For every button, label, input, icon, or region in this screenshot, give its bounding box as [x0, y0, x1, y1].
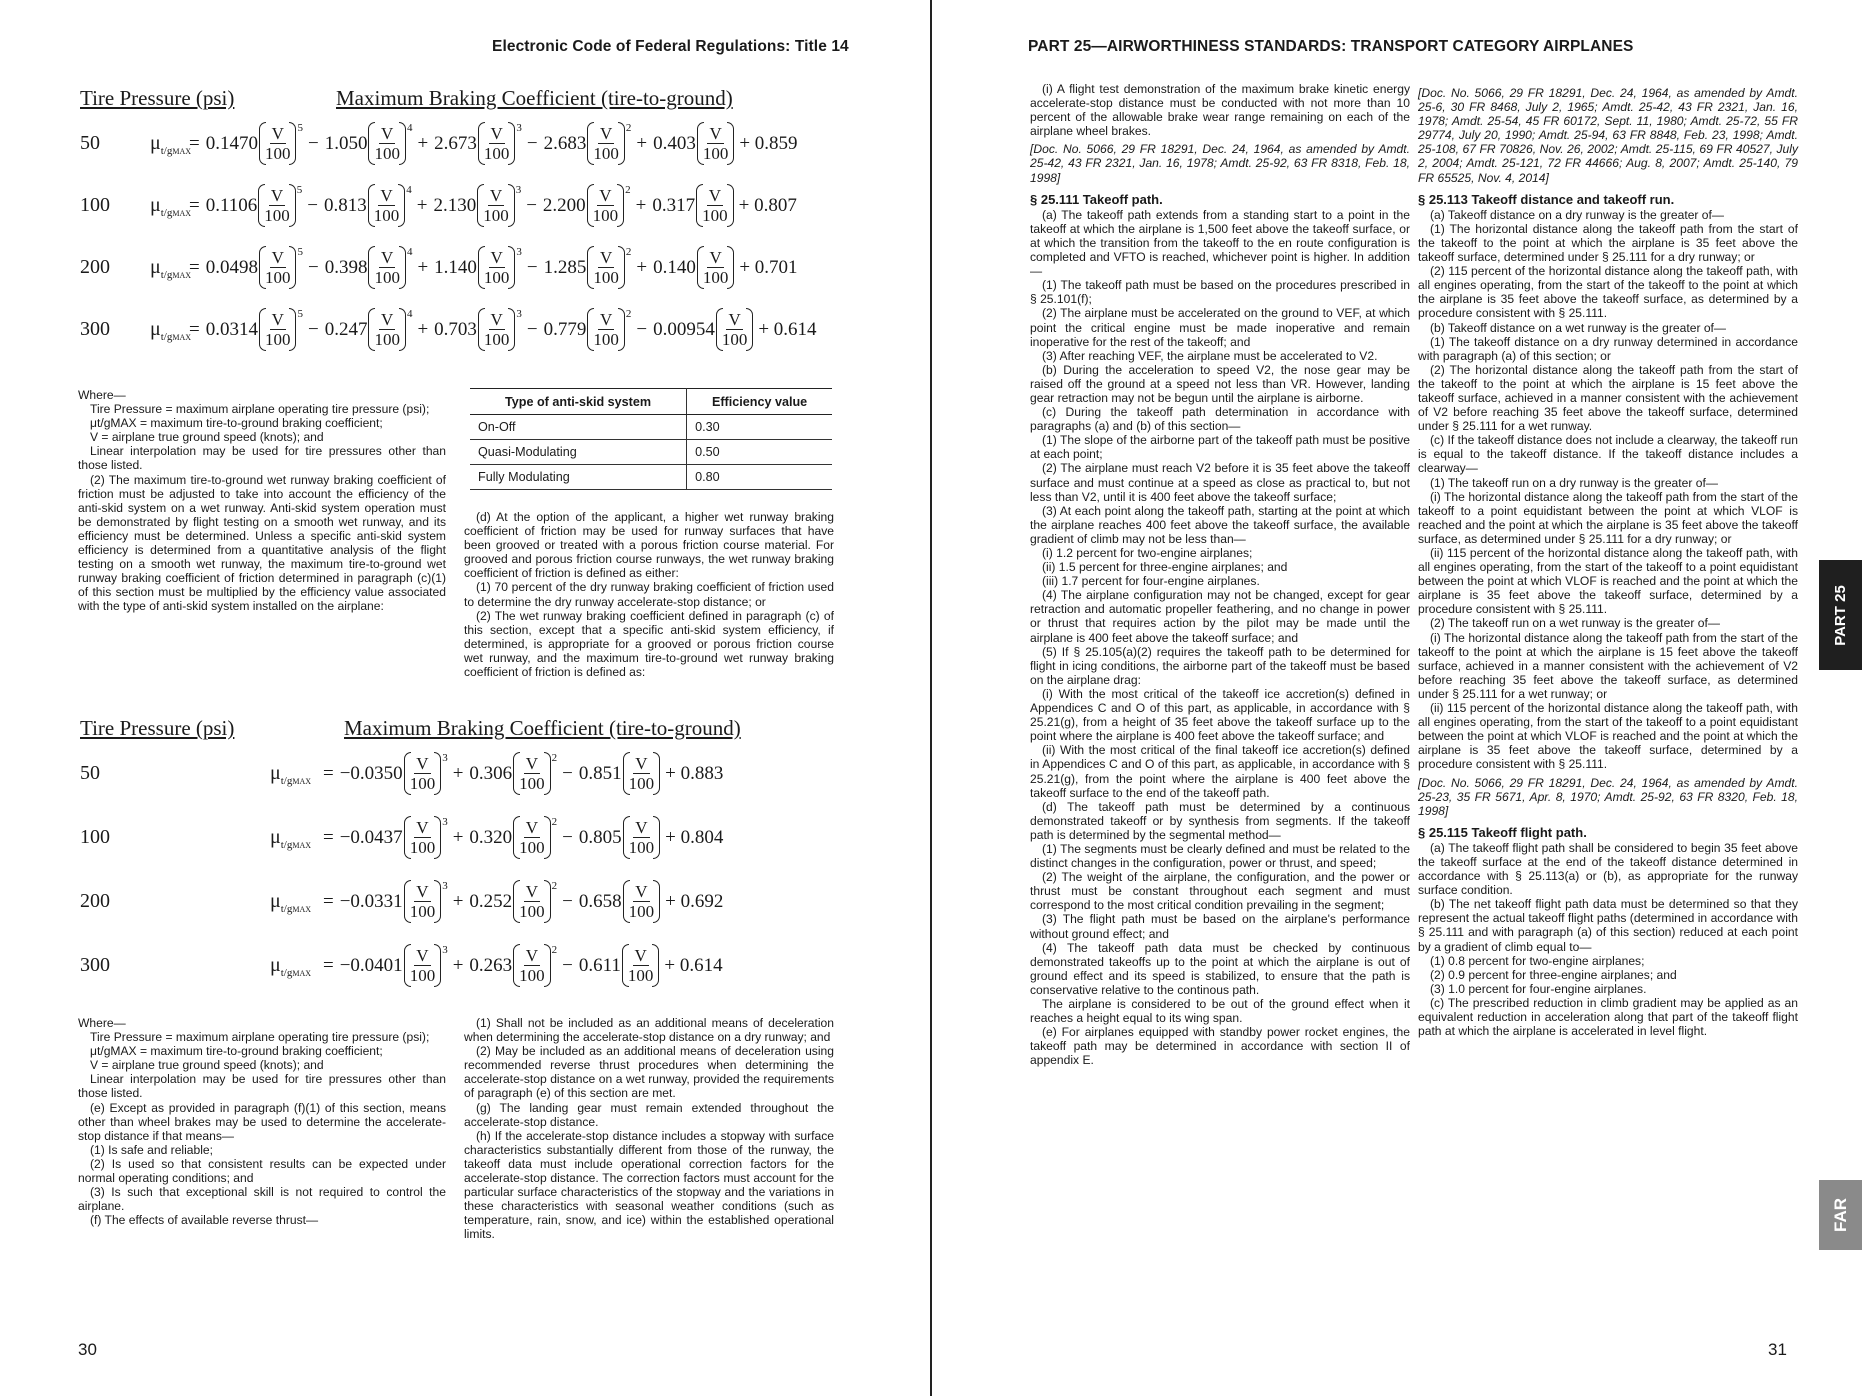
table-row — [470, 415, 832, 440]
where-block-2 — [78, 1016, 446, 1227]
paragraph: (3) At each point along the takeoff path, starting at the point at which the airplane reaches 400 feet above the takeoff surface, the available gradient of climb may not be less than— — [1030, 503, 1410, 546]
v-over-100-fraction: $\frac{V}{100}$ — [513, 882, 551, 921]
formula-row — [80, 244, 840, 294]
left-page — [0, 0, 930, 1396]
formula-term — [205, 121, 303, 163]
paragraph: (3) Is such that exceptional skill is not required to control the airplane. — [78, 1185, 446, 1214]
constant-term: + 0.883 — [665, 762, 724, 784]
tire-pressure-value: 200 — [80, 256, 110, 278]
citation: [Doc. No. 5066, 29 FR 18291, Dec. 24, 1964, as amended by Amdt. 25-42, 43 FR 2321, Jan. 16, 1978; Amdt. 25-92, 63 FR 8318, Feb. 18, 1998] — [1030, 142, 1410, 185]
paragraph: (1) Shall not be included as an additional means of deceleration when determining the accelerate-stop distance on a dry runway; and — [464, 1016, 834, 1045]
formula-term — [578, 946, 660, 985]
paragraph: (2) The airplane must reach V2 before it is 35 feet above the takeoff surface and must continue at a speed as close as practical to, but not less than V2, until it is 400 feet above the takeoff surface; — [1030, 461, 1410, 504]
formula-term — [652, 124, 734, 163]
operator: − — [562, 762, 573, 784]
constant-term: + 0.701 — [739, 256, 798, 278]
paragraph: (2) 0.9 percent for three-engine airplanes; and — [1430, 967, 1677, 982]
exponent: 5 — [297, 245, 303, 258]
operator: − — [307, 318, 319, 340]
exponent: 3 — [442, 751, 448, 764]
tire-pressure-value: 200 — [80, 890, 110, 912]
paragraph: (b) Takeoff distance on a wet runway is the greater of— — [1430, 320, 1727, 335]
formula-term — [433, 121, 522, 163]
mu-symbol: $\mu_{t/gMAX}$ — [270, 954, 312, 979]
v-over-100-fraction: $\frac{V}{100}$ — [404, 882, 442, 921]
paragraph: (g) The landing gear must remain extended throughout the accelerate-stop distance. — [464, 1100, 834, 1129]
v-over-100-fraction: $\frac{V}{100}$ — [259, 248, 297, 287]
coefficient: 0.00954 — [653, 318, 715, 340]
mu-symbol: $\mu_{t/gMAX}$ — [150, 194, 192, 219]
paragraph: (3) After reaching VEF, the airplane must be accelerated to V2. — [1042, 348, 1378, 363]
exponent: 4 — [406, 245, 413, 258]
exponent: 2 — [625, 121, 632, 134]
operator: + — [636, 132, 648, 154]
coefficient: 2.200 — [542, 194, 586, 216]
operator: + — [452, 954, 464, 976]
v-over-100-fraction: $\frac{V}{100}$ — [623, 882, 661, 921]
table-row — [470, 440, 832, 465]
paragraph: (1) The takeoff path must be based on the procedures prescribed in § 25.101(f); — [1030, 278, 1410, 307]
v-over-100-fraction: $\frac{V}{100}$ — [513, 946, 551, 985]
paragraph: V = airplane true ground speed (knots); and — [90, 430, 324, 445]
v-over-100-fraction: $\frac{V}{100}$ — [478, 124, 516, 163]
operator: + — [635, 194, 647, 216]
operator: − — [562, 890, 573, 912]
formula-expression — [318, 815, 728, 857]
exponent: 4 — [406, 307, 413, 320]
operator: + — [452, 890, 464, 912]
v-over-100-fraction: $\frac{V}{100}$ — [696, 186, 734, 225]
paragraph: (iii) 1.7 percent for four-engine airplanes. — [1042, 574, 1260, 589]
section-heading: § 25.111 Takeoff path. — [1030, 191, 1163, 207]
paragraph: Linear interpolation may be used for tire pressures other than those listed. — [78, 1072, 446, 1101]
coefficient: 0.317 — [652, 194, 696, 216]
paragraph: (ii) 115 percent of the horizontal distance along the takeoff path, with all engines operating, from the start of the takeoff to a point equidistant between the point at which VLOF is reached and the point at which the airplane is 35 feet above the takeoff surface, determined by a procedure consistent with § 25.111. — [1418, 701, 1798, 772]
formula-expression — [184, 307, 822, 349]
exponent: 2 — [551, 879, 558, 892]
exponent: 3 — [516, 307, 522, 320]
anti-skid-header-type: Type of anti-skid system — [470, 389, 687, 415]
coefficient: 0.658 — [578, 890, 622, 912]
exponent: 2 — [551, 815, 558, 828]
constant-term: + 0.804 — [665, 826, 724, 848]
coefficient: −0.0401 — [339, 954, 403, 976]
paragraph: (a) Takeoff distance on a dry runway is the greater of— — [1430, 207, 1724, 222]
coefficient: 0.805 — [578, 826, 622, 848]
exponent: 4 — [406, 121, 413, 134]
formula-term — [543, 245, 632, 287]
formula-term — [652, 248, 734, 287]
formula-term — [432, 183, 522, 225]
coefficient: 0.140 — [653, 256, 696, 278]
v-over-100-fraction: $\frac{V}{100}$ — [697, 124, 735, 163]
paragraph: The airplane is considered to be out of the ground effect when it reaches a height equal to its wing span. — [1030, 997, 1410, 1026]
operator: − — [307, 256, 319, 278]
paragraph: (1) Is safe and reliable; — [90, 1142, 214, 1157]
formula-table-2-col-header-psi: Tire Pressure (psi) — [80, 716, 235, 740]
v-over-100-fraction: $\frac{V}{100}$ — [623, 754, 661, 793]
paragraph: V = airplane true ground speed (knots); and — [90, 1058, 324, 1073]
page-number-left: 30 — [78, 1340, 97, 1359]
coefficient: 0.0314 — [205, 318, 258, 340]
formula-row — [80, 750, 840, 800]
paragraph: (2) Is used so that consistent results can be expected under normal operating conditions; and — [78, 1156, 446, 1186]
coefficient: −0.0331 — [339, 890, 403, 912]
coefficient: 0.306 — [469, 762, 513, 784]
paragraph: (b) The net takeoff flight path data must be determined so that they represent the actual takeoff flight paths (determined in accordance with § 25.111 and with paragraph (a) of this section) reduced at each point by a gradient of climb equal to— — [1418, 897, 1798, 954]
formula-term — [324, 245, 413, 287]
operator: − — [307, 194, 318, 216]
paragraph: (2) The weight of the airplane, the configuration, and the power or thrust must be constant throughout each segment and must correspond to the most critical condition prevailing in the segment; — [1030, 870, 1410, 913]
v-over-100-fraction: $\frac{V}{100}$ — [716, 310, 754, 349]
citation: [Doc. No. 5066, 29 FR 18291, Dec. 24, 1964, as amended by Amdt. 25-6, 30 FR 8468, July 2, 1965; Amdt. 25-42, 43 FR 2321, Jan. 16, 1978; Amdt. 25-54, 45 FR 60172, Sept. 11, 1980; Amdt. 25-72, 55 FR 29774, July 20, 1990; Amdt. 25-94, 63 FR 8848, Feb. 23, 1998; Amdt. 25-108, 67 FR 70826, Nov. 26, 2002; Amdt. 25-115, 69 FR 40527, July 2, 2004; Amdt. 25-121, 72 FR 44666; Aug. 8, 2007; Amdt. 25-140, 79 FR 65525, Nov. 4, 2014] — [1418, 86, 1798, 185]
v-over-100-fraction: $\frac{V}{100}$ — [623, 818, 661, 857]
formula-term — [323, 183, 412, 225]
operator: = — [323, 762, 334, 784]
formula-row — [80, 306, 840, 356]
v-over-100-fraction: $\frac{V}{100}$ — [259, 124, 297, 163]
paragraph: (1) The segments must be clearly defined and must be related to the distinct changes in the configuration, power or thrust, and speed; — [1030, 841, 1410, 871]
tire-pressure-value: 300 — [80, 318, 110, 340]
operator: = — [323, 826, 334, 848]
part-25-thumb-tab[interactable] — [1819, 560, 1862, 670]
paragraph: (c) During the takeoff path determination in accordance with paragraphs (a) and (b) of this section— — [1030, 405, 1410, 434]
paragraph: (5) If § 25.105(a)(2) requires the takeoff path to be determined for flight in icing conditions, the airborne part of the takeoff must be based on the airplane drag: — [1030, 644, 1410, 687]
exponent: 5 — [297, 307, 303, 320]
exponent: 2 — [551, 751, 558, 764]
constant-term: + 0.859 — [739, 132, 798, 154]
paragraph: (ii) 1.5 percent for three-engine airplanes; and — [1042, 560, 1288, 575]
paragraph: (i) The horizontal distance along the takeoff path from the start of the takeoff to the point at which the airplane is 15 feet above the takeoff surface, achieved in a manner consistent with the achievement of V2 before reaching 35 feet above the takeoff surface, as determined under § 25.111 for a wet runway; or — [1418, 630, 1798, 701]
paragraph: (i) The horizontal distance along the takeoff path from the start of the takeoff to a point equidistant between the point at which VLOF is reached and the point at which the airplane is 35 feet above the takeoff surface, as determined under § 25.111 for a dry runway; or — [1418, 489, 1798, 546]
table-cell: Fully Modulating — [470, 465, 687, 490]
formula-table-2 — [80, 716, 840, 1006]
constant-term: + 0.614 — [664, 954, 723, 976]
tire-pressure-value: 50 — [80, 132, 100, 154]
formula-term — [578, 754, 660, 793]
far-tab-label: FAR — [1830, 1198, 1850, 1232]
coefficient: −0.0350 — [339, 762, 403, 784]
paragraph: (1) 0.8 percent for two-engine airplanes; — [1430, 953, 1645, 968]
formula-term — [205, 183, 303, 225]
paragraph: Where— — [78, 1016, 126, 1030]
v-over-100-fraction: $\frac{V}{100}$ — [404, 946, 442, 985]
formula-term — [468, 815, 558, 857]
paragraph: (ii) 115 percent of the horizontal distance along the takeoff path, with all engines operating, from the start of the takeoff to a point equidistant between the point at which VLOF is reached and the point at which the airplane is 35 feet above the takeoff surface, determined by a procedure consistent with § 25.111. — [1418, 546, 1798, 617]
coefficient: 0.398 — [324, 256, 368, 278]
mu-symbol: $\mu_{t/gMAX}$ — [150, 132, 192, 157]
constant-term: + 0.614 — [758, 318, 817, 340]
paragraph: (2) 115 percent of the horizontal distance along the takeoff path, with all engines operating, from the start of the takeoff to the point at which the airplane is 35 feet above the takeoff surface, as determined by a procedure consistent with § 25.111. — [1418, 264, 1798, 321]
formula-expression — [318, 879, 728, 921]
paragraph: (2) The maximum tire-to-ground wet runway braking coefficient of friction must be adjusted to take into account the efficiency of the anti-skid system on a wet runway. Anti-skid system operation must be demonstrated by flight testing on a smooth wet runway, and its efficiency must be determined. Unless a specific anti-skid system efficiency is determined from a quantitative analysis of the flight testing on a smooth wet runway, the maximum tire-to-ground wet runway braking coefficient of friction determined in paragraph (c)(1) of this section must be multiplied by the efficiency value associated with the type of anti-skid system installed on the airplane: — [78, 472, 446, 614]
paragraph: (2) The wet runway braking coefficient defined in paragraph (c) of this section, except that a specific anti-skid system efficiency, if determined, is appropriate for a grooved or porous friction course wet runway, and the maximum tire-to-ground wet runway braking coefficient of friction is defined as: — [464, 608, 834, 680]
formula-term — [339, 879, 448, 921]
formula-expression — [318, 943, 728, 985]
exponent: 3 — [442, 815, 448, 828]
operator: = — [189, 318, 200, 340]
coefficient: 0.0498 — [205, 256, 258, 278]
paragraph: μt/gMAX = maximum tire-to-ground braking coefficient; — [90, 1044, 383, 1059]
paragraph: (1) The slope of the airborne part of the takeoff path must be positive at each point; — [1030, 433, 1410, 462]
formula-term — [339, 943, 448, 985]
v-over-100-fraction: $\frac{V}{100}$ — [368, 186, 406, 225]
v-over-100-fraction: $\frac{V}{100}$ — [587, 124, 625, 163]
formula-row — [80, 878, 840, 928]
operator: = — [323, 890, 334, 912]
paragraph: (i) 1.2 percent for two-engine airplanes; — [1042, 546, 1253, 560]
v-over-100-fraction: $\frac{V}{100}$ — [513, 818, 551, 857]
paragraph: Tire Pressure = maximum airplane operating tire pressure (psi); — [90, 402, 430, 417]
formula-term — [433, 245, 522, 287]
paragraph-f-continued-block — [464, 1016, 834, 1242]
paragraph: (d) The takeoff path must be determined by a continuous demonstrated takeoff or by synthesis from segments. If the takeoff path is determined by the segmental method— — [1030, 799, 1410, 842]
section-heading: § 25.113 Takeoff distance and takeoff run. — [1418, 191, 1675, 207]
right-page — [932, 0, 1862, 1396]
right-running-header: PART 25—AIRWORTHINESS STANDARDS: TRANSPORT CATEGORY AIRPLANES — [1028, 38, 1634, 55]
coefficient: 2.683 — [543, 132, 587, 154]
mu-symbol: $\mu_{t/gMAX}$ — [270, 826, 312, 851]
formula-term — [324, 121, 413, 163]
v-over-100-fraction: $\frac{V}{100}$ — [259, 310, 297, 349]
v-over-100-fraction: $\frac{V}{100}$ — [587, 248, 625, 287]
coefficient: 0.851 — [578, 762, 622, 784]
v-over-100-fraction: $\frac{V}{100}$ — [404, 818, 442, 857]
formula-term — [468, 879, 558, 921]
formula-term — [652, 310, 753, 349]
operator: − — [636, 318, 648, 340]
tire-pressure-value: 100 — [80, 826, 110, 848]
operator: + — [636, 256, 648, 278]
v-over-100-fraction: $\frac{V}{100}$ — [513, 754, 551, 793]
mu-symbol: $\mu_{t/gMAX}$ — [150, 256, 192, 281]
anti-skid-table — [470, 388, 832, 490]
paragraph: (ii) With the most critical of the final takeoff ice accretion(s) defined in Appendices C and O of this part, as applicable, in accordance with § 25.21(g), from the point where the airplane is 400 feet above the takeoff surface to the end of the takeoff path. — [1030, 743, 1410, 800]
v-over-100-fraction: $\frac{V}{100}$ — [478, 248, 516, 287]
coefficient: 0.263 — [469, 954, 513, 976]
formula-row — [80, 942, 840, 992]
operator: − — [526, 318, 538, 340]
tire-pressure-value: 100 — [80, 194, 110, 216]
table-cell: 0.30 — [687, 415, 832, 440]
paragraph: (2) The airplane must be accelerated on the ground to VEF, at which point the critical engine must be made inoperative and remain inoperative for the rest of the takeoff; and — [1030, 306, 1410, 349]
paragraph: (d) At the option of the applicant, a higher wet runway braking coefficient of friction may be used for runway surfaces that have been grooved or treated with a porous friction course material. For grooved and porous friction course runways, the wet runway braking coefficient of friction is defined as either: — [464, 510, 834, 581]
exponent: 5 — [297, 121, 303, 134]
v-over-100-fraction: $\frac{V}{100}$ — [587, 310, 625, 349]
paragraph: (i) With the most critical of the takeoff ice accretion(s) defined in Appendices C and O of this part, as applicable, in accordance with § 25.21(g), from a height of 35 feet above the takeoff surface up to the point where the airplane is 400 feet above the takeoff surface; and — [1030, 686, 1410, 744]
exponent: 2 — [551, 943, 558, 956]
formula-term — [468, 943, 558, 985]
coefficient: 0.813 — [323, 194, 367, 216]
operator: − — [526, 132, 538, 154]
paragraph: (c) If the takeoff distance does not include a clearway, the takeoff run is equal to the takeoff distance. If the takeoff distance includes a clearway— — [1418, 433, 1798, 476]
paragraph: (e) Except as provided in paragraph (f)(1) of this section, means other than wheel brakes may be used to determine the accelerate-stop distance if that means— — [78, 1100, 446, 1143]
exponent: 2 — [625, 245, 632, 258]
paragraph: (4) The takeoff path data must be checked by continuous demonstrated takeoffs up to the point at which the airplane is out of ground effect and its speed is stabilized, to ensure that the path is conservative relative to the continous path. — [1030, 940, 1410, 997]
part-25-tab-label: PART 25 — [1832, 584, 1850, 646]
v-over-100-fraction: $\frac{V}{100}$ — [258, 186, 296, 225]
paragraph: (2) The horizontal distance along the takeoff path from the start of the takeoff to the point at which the airplane is 15 feet above the takeoff surface, achieved in a manner consistent with the achievement of V2 before reaching 35 feet above the takeoff surface, determined under § 25.111 for a wet runway. — [1418, 362, 1798, 434]
v-over-100-fraction: $\frac{V}{100}$ — [368, 248, 406, 287]
paragraph: (1) The takeoff distance on a dry runway determined in accordance with paragraph (a) of this section; or — [1418, 334, 1798, 363]
operator: = — [189, 132, 200, 154]
coefficient: 0.403 — [653, 132, 696, 154]
formula-expression — [318, 751, 728, 793]
coefficient: 1.140 — [434, 256, 477, 278]
paragraph: (1) 70 percent of the dry runway braking coefficient of friction used to determine the dry runway accelerate-stop distance; or — [464, 580, 834, 609]
mu-symbol: $\mu_{t/gMAX}$ — [270, 762, 312, 787]
paragraph: μt/gMAX = maximum tire-to-ground braking coefficient; — [90, 416, 383, 431]
paragraph: (b) During the acceleration to speed V2, the nose gear may be raised off the ground at a speed not less than VR. However, landing gear retraction may not be begun until the airplane is airborne. — [1030, 362, 1410, 405]
operator: + — [417, 256, 429, 278]
coefficient: 0.703 — [434, 318, 477, 340]
v-over-100-fraction: $\frac{V}{100}$ — [404, 754, 442, 793]
paragraph: Linear interpolation may be used for tire pressures other than those listed. — [78, 444, 446, 473]
coefficient: 0.611 — [578, 954, 621, 976]
mu-symbol: $\mu_{t/gMAX}$ — [270, 890, 312, 915]
operator: − — [526, 194, 537, 216]
exponent: 3 — [516, 245, 522, 258]
v-over-100-fraction: $\frac{V}{100}$ — [587, 186, 625, 225]
where-block-1 — [78, 388, 446, 614]
formula-term — [339, 815, 448, 857]
formula-term — [578, 882, 660, 921]
paragraph: (c) The prescribed reduction in climb gradient may be applied as an equivalent reduction in acceleration along that part of the takeoff flight path at which the airplane is accelerated in level flight. — [1418, 995, 1798, 1039]
formula-row — [80, 182, 840, 232]
paragraph: (2) May be included as an additional means of deceleration using recommended reverse thrust procedures when determining the accelerate-stop distance on a wet runway, provided the requirements of paragraph (e) of this section are met. — [464, 1044, 834, 1101]
formula-term — [542, 183, 631, 225]
formula-expression — [184, 121, 803, 163]
section-heading: § 25.115 Takeoff flight path. — [1418, 824, 1587, 840]
table-cell: 0.50 — [687, 440, 832, 465]
coefficient: 2.673 — [434, 132, 477, 154]
paragraph: Tire Pressure = maximum airplane operating tire pressure (psi); — [90, 1030, 430, 1045]
left-running-header: Electronic Code of Federal Regulations: Title 14 — [492, 38, 849, 55]
exponent: 3 — [442, 879, 448, 892]
mu-symbol: $\mu_{t/gMAX}$ — [150, 318, 192, 343]
operator: − — [562, 826, 573, 848]
coefficient: 0.252 — [469, 890, 513, 912]
formula-table-1-col-header-coef: Maximum Braking Coefficient (tire-to-ground) — [336, 86, 733, 110]
exponent: 2 — [625, 307, 632, 320]
paragraph: (1) The horizontal distance along the takeoff path from the start of the takeoff to the point at which the airplane is 35 feet above the takeoff surface, determined under § 25.111 for a dry runway; or — [1418, 221, 1798, 265]
operator: = — [323, 954, 334, 976]
paragraph: (h) If the accelerate-stop distance includes a stopway with surface characteristics substantially different from those of the runway, the takeoff data must include operational correction factors for the accelerate-stop distance. The correction factors must account for the particular surface characteristics of the stopway and the variations in these characteristics with seasonal weather conditions (such as temperature, rain, snow, and ice) within the established operational limits. — [464, 1128, 834, 1242]
table-cell: Quasi-Modulating — [470, 440, 687, 465]
table-row — [470, 465, 832, 490]
anti-skid-header-efficiency: Efficiency value — [687, 389, 832, 415]
paragraph: (3) 1.0 percent for four-engine airplanes. — [1430, 981, 1647, 996]
paragraph-d-block — [464, 510, 834, 679]
coefficient: 0.247 — [324, 318, 368, 340]
formula-row — [80, 814, 840, 864]
exponent: 5 — [296, 183, 303, 196]
formula-term — [543, 307, 632, 349]
operator: + — [416, 194, 428, 216]
right-column-2 — [1418, 82, 1798, 1038]
paragraph: (4) The airplane configuration may not be changed, except for gear retraction and automatic propeller feathering, and no change in power or thrust that requires action by the pilot may be made until the airplane is 400 feet above the takeoff surface; and — [1030, 588, 1410, 645]
formula-term — [543, 121, 632, 163]
operator: = — [189, 256, 200, 278]
formula-term — [468, 751, 558, 793]
exponent: 3 — [516, 121, 522, 134]
v-over-100-fraction: $\frac{V}{100}$ — [368, 124, 406, 163]
formula-table-2-col-header-coef: Maximum Braking Coefficient (tire-to-ground) — [344, 716, 741, 740]
page-number-right: 31 — [1768, 1340, 1787, 1359]
formula-table-1-col-header-psi: Tire Pressure (psi) — [80, 86, 235, 110]
paragraph: (1) The takeoff run on a dry runway is the greater of— — [1430, 475, 1718, 490]
formula-term — [205, 307, 303, 349]
formula-table-1 — [80, 86, 840, 356]
exponent: 2 — [625, 183, 631, 196]
v-over-100-fraction: $\frac{V}{100}$ — [368, 310, 406, 349]
v-over-100-fraction: $\frac{V}{100}$ — [622, 946, 660, 985]
operator: + — [417, 132, 429, 154]
right-column-1 — [1030, 82, 1410, 1067]
operator: − — [307, 132, 319, 154]
operator: + — [452, 826, 464, 848]
formula-term — [578, 818, 660, 857]
constant-term: + 0.807 — [738, 194, 797, 216]
operator: − — [526, 256, 538, 278]
coefficient: 0.1106 — [205, 194, 258, 216]
exponent: 3 — [442, 943, 448, 956]
formula-term — [205, 245, 303, 287]
coefficient: 2.130 — [433, 194, 477, 216]
paragraph: (f) The effects of available reverse thrust— — [90, 1213, 319, 1228]
coefficient: 1.285 — [543, 256, 587, 278]
coefficient: 0.1470 — [205, 132, 258, 154]
paragraph: (i) A flight test demonstration of the maximum brake kinetic energy accelerate-stop distance must be conducted with not more than 10 percent of the allowable brake wear range remaining on each of the airplane wheel brakes. — [1030, 82, 1410, 139]
tire-pressure-value: 50 — [80, 762, 100, 784]
paragraph: (2) The takeoff run on a wet runway is the greater of— — [1430, 616, 1720, 631]
operator: = — [189, 194, 200, 216]
coefficient: −0.0437 — [339, 826, 403, 848]
constant-term: + 0.692 — [665, 890, 724, 912]
far-thumb-tab[interactable] — [1819, 1180, 1862, 1250]
operator: − — [562, 954, 573, 976]
operator: + — [452, 762, 464, 784]
tire-pressure-value: 300 — [80, 954, 110, 976]
formula-term — [651, 186, 733, 225]
v-over-100-fraction: $\frac{V}{100}$ — [697, 248, 735, 287]
paragraph: (3) The flight path must be based on the airplane's performance without ground effect; and — [1030, 912, 1410, 941]
citation: [Doc. No. 5066, 29 FR 18291, Dec. 24, 1964, as amended by Amdt. 25-23, 35 FR 5671, Apr. 8, 1970; Amdt. 25-92, 63 FR 8320, Feb. 18, 1998] — [1418, 775, 1798, 818]
formula-term — [324, 307, 413, 349]
coefficient: 0.779 — [543, 318, 587, 340]
formula-expression — [184, 183, 802, 225]
exponent: 4 — [406, 183, 412, 196]
formula-expression — [184, 245, 803, 287]
formula-row — [80, 120, 840, 170]
v-over-100-fraction: $\frac{V}{100}$ — [478, 310, 516, 349]
table-cell: On-Off — [470, 415, 687, 440]
paragraph: (a) The takeoff path extends from a standing start to a point in the takeoff at which the airplane is 1,500 feet above the takeoff surface, or at which the transition from the takeoff to the en route configuration is completed and VFTO is reached, whichever point is higher. In addition— — [1030, 207, 1410, 279]
paragraph: (a) The takeoff flight path shall be considered to begin 35 feet above the takeoff surface at the end of the takeoff distance determined in accordance with § 25.113(a) or (b), as appropriate for the runway surface condition. — [1418, 840, 1798, 898]
table-cell: 0.80 — [687, 465, 832, 490]
exponent: 3 — [515, 183, 522, 196]
paragraph: Where— — [78, 388, 126, 402]
formula-term — [433, 307, 522, 349]
coefficient: 0.320 — [469, 826, 513, 848]
v-over-100-fraction: $\frac{V}{100}$ — [477, 186, 515, 225]
operator: + — [417, 318, 429, 340]
coefficient: 1.050 — [324, 132, 368, 154]
formula-term — [339, 751, 448, 793]
paragraph: (e) For airplanes equipped with standby power rocket engines, the takeoff path may be determined in accordance with section II of appendix E. — [1030, 1025, 1410, 1068]
